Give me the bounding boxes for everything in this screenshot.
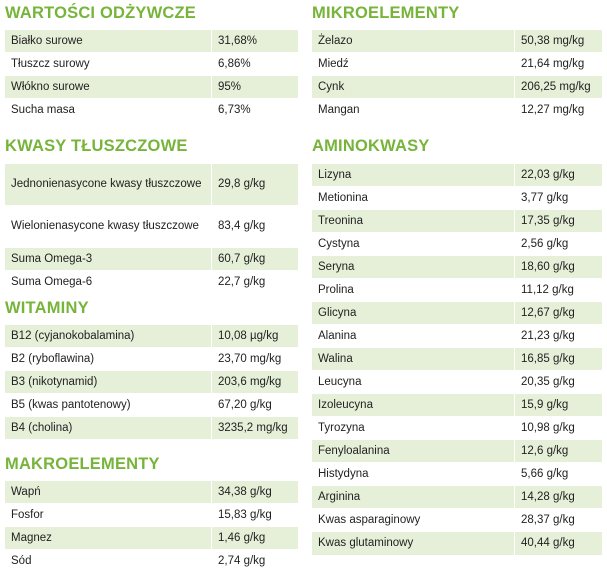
nutrient-name: Cystyna [312,233,515,256]
table-row [312,417,602,440]
nutrient-value: 16,85 g/kg [515,348,603,371]
table-row [5,99,298,122]
table-row [312,394,602,417]
table-row [312,371,602,394]
nutrient-name: Izoleucyna [312,394,515,417]
table-row [5,271,298,294]
nutrient-value: 29,8 g/kg [212,164,299,206]
table-row [312,509,602,532]
table-row [5,417,298,440]
table-witaminy [5,325,298,440]
nutrient-name: Miedź [312,53,515,76]
table-row [312,99,602,122]
nutrient-name: Prolina [312,279,515,302]
table-row [5,394,298,417]
table-row [5,30,298,53]
nutrient-name: Leucyna [312,371,515,394]
nutrient-name: Histydyna [312,463,515,486]
table-row [5,325,298,348]
table-row [5,481,298,504]
table-row [5,504,298,527]
nutrient-value: 12,27 mg/kg [515,99,603,122]
nutrient-value: 5,66 g/kg [515,463,603,486]
nutrient-value: 22,7 g/kg [212,271,299,294]
table-wartosci-odzywcze [5,30,298,122]
nutrient-value: 1,46 g/kg [212,527,299,550]
nutrient-name: Wielonienasycone kwasy tłuszczowe [5,206,212,248]
nutrient-value: 21,23 g/kg [515,325,603,348]
nutrient-name: Suma Omega-3 [5,248,212,271]
nutrient-name: Żelazo [312,30,515,53]
nutrient-value: 3,77 g/kg [515,187,603,210]
section-title-makroelementy: MAKROELEMENTY [5,455,160,473]
nutrient-name: B5 (kwas pantotenowy) [5,394,212,417]
table-mikroelementy [312,30,602,122]
nutrient-name: Metionina [312,187,515,210]
section-title-mikroelementy: MIKROELEMENTY [312,4,460,22]
table-row [312,348,602,371]
table-row [5,527,298,550]
table-row [312,325,602,348]
nutrient-value: 15,9 g/kg [515,394,603,417]
table-row [312,210,602,233]
table-makroelementy [5,481,298,573]
nutrient-value: 10,98 g/kg [515,417,603,440]
nutrient-name: Sód [5,550,212,573]
table-row [312,532,602,556]
nutrient-name: Glicyna [312,302,515,325]
nutrient-name: Sucha masa [5,99,212,122]
nutrient-value: 23,70 mg/kg [212,348,299,371]
nutrient-value: 2,56 g/kg [515,233,603,256]
nutrient-name: Tłuszcz surowy [5,53,212,76]
nutrient-name: Fenyloalanina [312,440,515,463]
nutrient-value: 28,37 g/kg [515,509,603,532]
table-row [312,256,602,279]
nutrient-value: 203,6 mg/kg [212,371,299,394]
nutrient-name: Tyrozyna [312,417,515,440]
nutrient-name: Jednonienasycone kwasy tłuszczowe [5,164,212,206]
table-row [312,233,602,256]
table-aminokwasy [312,164,602,556]
nutrient-value: 12,67 g/kg [515,302,603,325]
table-row [312,164,602,187]
table-row [5,76,298,99]
nutrient-name: Wapń [5,481,212,504]
nutrient-value: 21,64 mg/kg [515,53,603,76]
table-row [312,440,602,463]
table-row [312,187,602,210]
nutrient-name: Kwas asparaginowy [312,509,515,532]
nutrient-value: 40,44 g/kg [515,532,603,556]
nutrient-value: 6,86% [212,53,299,76]
nutrient-name: Lizyna [312,164,515,187]
section-title-aminokwasy: AMINOKWASY [312,137,430,155]
nutrient-value: 10,08 µg/kg [212,325,299,348]
nutrient-value: 3235,2 mg/kg [212,417,299,440]
nutrient-value: 206,25 mg/kg [515,76,603,99]
nutrient-value: 18,60 g/kg [515,256,603,279]
nutrient-value: 2,74 g/kg [212,550,299,573]
table-row [312,30,602,53]
nutrient-name: B12 (cyjanokobalamina) [5,325,212,348]
nutrient-value: 11,12 g/kg [515,279,603,302]
nutrient-name: Treonina [312,210,515,233]
nutrient-name: Alanina [312,325,515,348]
nutrient-name: B4 (cholina) [5,417,212,440]
table-row [5,371,298,394]
table-row [5,206,298,248]
nutrient-name: B3 (nikotynamid) [5,371,212,394]
section-title-wartosci-odzywcze: WARTOŚCI ODŻYWCZE [5,4,197,22]
nutrient-value: 14,28 g/kg [515,486,603,509]
nutrient-name: Arginina [312,486,515,509]
nutrient-name: Mangan [312,99,515,122]
nutrient-name: Fosfor [5,504,212,527]
nutrient-value: 67,20 g/kg [212,394,299,417]
table-row [5,348,298,371]
nutrient-value: 50,38 mg/kg [515,30,603,53]
section-title-witaminy: WITAMINY [5,299,89,317]
table-row [5,53,298,76]
table-row [312,486,602,509]
table-row [312,53,602,76]
nutrient-value: 83,4 g/kg [212,206,299,248]
nutrient-name: Walina [312,348,515,371]
nutrient-value: 60,7 g/kg [212,248,299,271]
nutrient-name: B2 (ryboflawina) [5,348,212,371]
table-row [5,550,298,573]
nutrient-value: 22,03 g/kg [515,164,603,187]
nutrient-name: Cynk [312,76,515,99]
nutrient-value: 12,6 g/kg [515,440,603,463]
table-row [312,463,602,486]
nutrient-value: 17,35 g/kg [515,210,603,233]
nutrient-name: Włókno surowe [5,76,212,99]
table-row [312,302,602,325]
nutrient-value: 15,83 g/kg [212,504,299,527]
table-kwasy-tluszczowe [5,164,298,294]
nutrient-name: Kwas glutaminowy [312,532,515,556]
table-row [312,76,602,99]
nutrient-value: 6,73% [212,99,299,122]
nutrient-name: Białko surowe [5,30,212,53]
nutrient-name: Seryna [312,256,515,279]
nutrient-value: 20,35 g/kg [515,371,603,394]
section-title-kwasy-tluszczowe: KWASY TŁUSZCZOWE [5,137,188,155]
nutrient-name: Magnez [5,527,212,550]
nutrient-name: Suma Omega-6 [5,271,212,294]
table-row [5,248,298,271]
table-row [5,164,298,206]
nutrient-value: 31,68% [212,30,299,53]
nutrient-value: 34,38 g/kg [212,481,299,504]
nutrient-value: 95% [212,76,299,99]
table-row [312,279,602,302]
